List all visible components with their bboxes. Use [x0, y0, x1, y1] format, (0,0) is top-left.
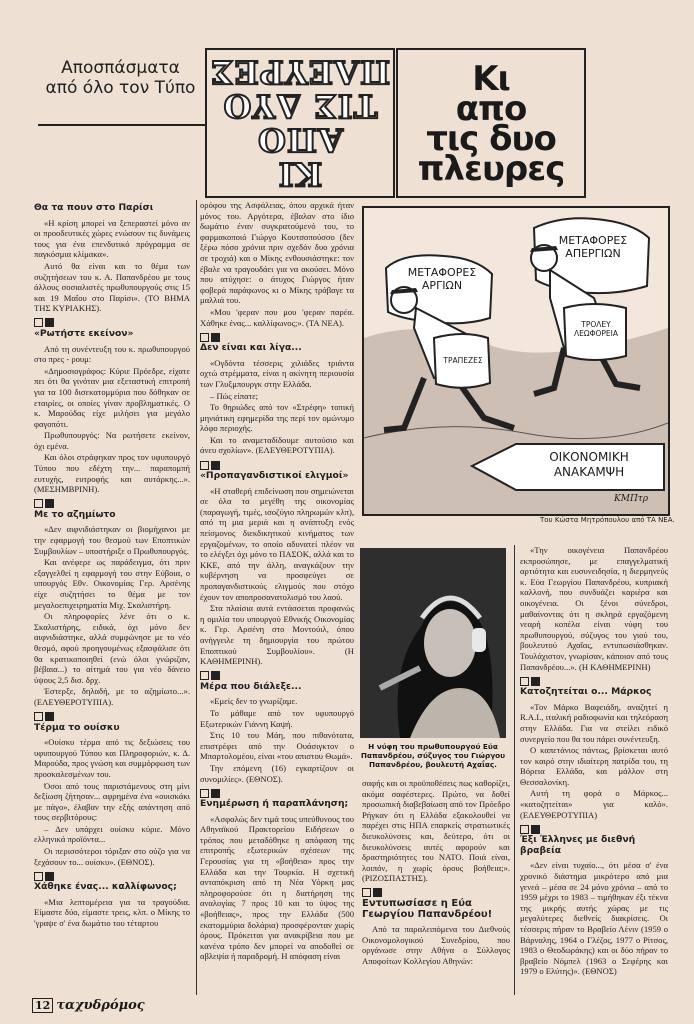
- column-3: [362, 778, 510, 1008]
- article-title: Κατοζητείται ο... Μάρκος: [520, 686, 652, 698]
- page-footer: [32, 998, 145, 1020]
- article-paragraph: – Δεν υπάρχει ουίσκυ κύριε. Μόνο ελληνικά προϊόντα...: [34, 823, 190, 845]
- inverted-line-2: ΑΠΟ: [257, 121, 343, 159]
- article-paragraph: Έστερξε, δηλαδή, με το αζημίωτο...». (ΕΛΕΥΘΕΡΟΤΥΠΙΑ).: [34, 686, 190, 707]
- article-paragraph: «Την οικογένεια Παπανδρέου εκπροσώπησε, με επαγγελματική αρτιότητα και ευσυνειδησία, η διερμηνεύς κ. Εύα Γεωργίου Παπανδρέου, κυπριακή καλλονή, που συνδυάζει καριέρα και οικογένεια. Οι ξένοι σύνεδροι, μαθαίνοντας ότι η σκληρά εργαζόμενη νεαρή κοπέλα είναι νύφη του πρωθυπουργού, σύζυγος του γιού του, βουλευτού Αχαΐας, εντυπωσιάσθηκαν. Τουλάχιστον, γνωρίσαν, κάποιον από τους Παπανδρέου...». (Η ΚΑΘΗΜΕΡΙΝΗ): [520, 545, 668, 672]
- cartoon-caption: Του Κώστα Μητρόπουλου από ΤΑ ΝΕΑ.: [540, 516, 675, 524]
- article-paragraph: «Δημοσιογράφος: Κύριε Πρόεδρε, είχατε πει ότι θα γινόταν μια εξεταστική επιτροπή για τα 100 δισεκατομμύρια που δόθηκαν σε εταιρίες, οι οποίες γίναν προβληματικές. Ο κ. Μαρούδας είχε μιλήσει για μεγάλο φαγοπότι.: [34, 365, 190, 429]
- article-paragraph: Αυτό θα είναι και το θέμα των συζητήσεων του κ. Α. Παπανδρέου με τους άλλους σοσιαλιστές πρωθυπουργούς στις 15 και 19 Μαΐου στο Παρίσι». (ΤΟ ΒΗΜΑ ΤΗΣ ΚΥΡΙΑΚΗΣ).: [34, 260, 190, 314]
- headline-line-2: απο: [455, 89, 527, 129]
- sign-argion: ΜΕΤΑΦΟΡΕΣ ΑΡΓΙΩΝ: [407, 266, 477, 292]
- column-1: [34, 200, 190, 990]
- inverted-line-1: ΚΙ: [277, 155, 323, 193]
- cartoonist-signature: ΚΜΠτρ: [614, 494, 649, 504]
- article-paragraph: Στα πλαίσια αυτά εντάσσεται προφανώς η ομιλία του υπουργού Εθνικής Οικονομίας κ. Γερ. Αρσένη στο Μοντούιλ, όπου ανήγγειλε τη δημιουργία του πρώτου Εποπτικού Συμβουλίου». (Η ΚΑΘΗΜΕΡΙΝΗ).: [200, 603, 354, 667]
- bag-troley: ΤΡΟΛΕΥ ΛΕΩΦΟΡΕΙΑ: [573, 320, 618, 338]
- article-paragraph: Από τη συνέντευξη του κ. πρωθυπουργού στο πρες - ρουμ:: [34, 343, 190, 365]
- headline-box-inverted: [205, 48, 395, 198]
- sign-apergion: ΜΕΤΑΦΟΡΕΣ ΑΠΕΡΓΙΩΝ: [558, 234, 628, 260]
- article-title: Έξι Έλληνες με διεθνή βραβεία: [520, 834, 636, 856]
- article-title: Με το αζημίωτο: [34, 508, 116, 520]
- article-paragraph: «Δεν αιφνιδιάστηκαν οι βιομήχανοι με την εφαρμογή του θεσμού των Εποπτικών Συμβουλίων – υποστήριξε ο Πρωθυπουργός.: [34, 524, 190, 556]
- section-title-line1: Αποσπάσματα: [61, 58, 180, 78]
- article-paragraph: Ο καπετάνιος πάντως, βρίσκεται αυτό τον καιρό στην ιδιαίτερη πατρίδα του, τη Βόρεια Ελλάδα, και μάλλον στη Θεσσαλονίκη.: [520, 745, 668, 787]
- article-paragraph: Πρωθυπουργός: Να ρωτήσετε εκείνον, όχι εμένα.: [34, 430, 190, 451]
- article-paragraph: «Εμείς δεν το γνωρίζαμε.: [210, 696, 298, 707]
- article-title: Τέρμα το ουίσκυ: [34, 721, 120, 733]
- article-paragraph: Στις 10 του Μάη, που πιθανότατα, επιστρέφει από την Ουάσιγκτον ο Μπαρτολομέου, είναι «του απιστου Θωμά».: [200, 730, 354, 762]
- article-paragraph: «Τον Μάρκο Βαφειάδη, αναζητεί η R.A.I., ιταλική ραδιοφωνία και τηλεόραση στην Ελλάδα. Για να στείλει ειδικό συνεργείο που θα του πάρει συνέντευξη.: [520, 701, 668, 744]
- article-paragraph: «Ουίσκυ τέρμα από τις δεξιώσεις του υφυπουργού Τύπου και Πληροφοριών, κ. Δ. Μαρούδα, προς γνώση και συμμόρφωση των προσκαλεσμένων του.: [34, 737, 190, 779]
- article-paragraph: «Ασφαλώς δεν τιμά τους υπεύθυνους του Αθηναϊκού Πρακτορείου Ειδήσεων ο τρόπος που μεταδόθηκε η απόφαση της επιτροπής εξωτερικών σχέσεων της Γερουσίας για τη «βοήθεια» προς την Ελλάδα και την Τουρκία. Η σχετική ανταπόκριση από τη Νέα Υόρκη μας πληροφορούσε ότι η διατήρηση της αναλογίας 7 προς 10 και το ύψος της «βοήθειας», προς την Ελλάδα (500 εκατομμύρια δολάρια) προσφέρονταν χωρίς όρους. Πρόκειται για ανακρίβεια που με κανένα τρόπο δεν μπορεί να αποδοθεί σε αβλεψία ή παραδρομή. Η απόφαση είναι: [200, 813, 354, 962]
- article-paragraph: «Η κρίση μπορεί να ξεπεραστεί μόνο αν οι προοδευτικές χώρες ενώσουν τις δυνάμεις τους για ένα επενδυτικό πρόγραμμα σε παγκόσμια κλίμακα».: [34, 217, 190, 260]
- article-paragraph: «Ογδόντα τέσσερις χιλιάδες τριάντα οχτώ στρέμματα, είναι η ακίνητη περιουσία των Γλυξμπουργκ στην Ελλάδα.: [200, 357, 354, 389]
- column-4: [520, 545, 668, 1005]
- article-paragraph: Το θηριώδες από τον «Στρέφη» τοπική μηνιάτικη εφημερίδα της περί τον ομώνυμο λόφο περιοχής.: [200, 402, 354, 434]
- portrait-photo: [360, 548, 506, 738]
- bag-trapezes: ΤΡΑΠΕΖΕΣ: [443, 356, 483, 365]
- article-paragraph: Από τα παραλειπόμενα του Διεθνούς Οικονομολογικού Συνεδρίου, που οργάνωσε στην Αθήνα ο Σύλλογος Αποφοίτων Κολλεγίου Αθηνών:: [362, 924, 510, 966]
- page-number: 12: [32, 998, 53, 1013]
- article-title: Ενημέρωση ή παραπλάνηση;: [200, 798, 349, 810]
- woman-with-headphones-image: [360, 548, 506, 738]
- cartoon-illustration: [362, 206, 670, 516]
- article-paragraph: Και ανέφερε ως παράδειγμα, ότι πριν εξαγγελθεί η εφαρμογή του στην Εύβοια, ο υπουργός Εθν. Οικονομίας Γερ. Αρσένης είχε συζητήσει το θέμα με τον μεγαλοεπιχειρηματία Μιχ. Σκαλιστήρη.: [34, 557, 190, 610]
- article-title: «Προπαγανδιστικοί ελιγμοί»: [200, 470, 349, 482]
- headline-line-3: τις δυο: [426, 119, 556, 159]
- article-title: Χάθηκε ένας... καλλίφωνος;: [34, 881, 177, 893]
- article-paragraph: Αυτή τη φορά ο Μάρκος... «κατοζητείται» για καλό». (ΕΛΕΥΘΕΡΟΤΥΠΙΑ): [520, 788, 668, 820]
- inverted-line-4: ΠΛΕΥΡΕΣ: [209, 53, 391, 91]
- article-paragraph: – Πώς είπατε;: [210, 390, 259, 401]
- article-title: Εντυπωσίασε η Εύα Γεωργίου Παπανδρέου!: [362, 897, 493, 920]
- article-paragraph: Και όλοι στράφηκαν προς τον υφυπουργό Τύπου που εδέχτη την... παραπομπή ευτυχής, ευτροφής και αυτάρκης...». (ΜΕΣΗΜΒΡΙΝΗ).: [34, 452, 190, 495]
- headline-box: [396, 48, 586, 198]
- section-title: [38, 58, 203, 120]
- inverted-line-3: ΤΙΣ ΔΥΟ: [222, 87, 378, 125]
- article-paragraph: «Μια λεπτομέρεια για τα τραγούδια. Είμαστε δύο, είμαστε τρεις, κλπ. ο Μίκης το 'γραψε σ' ένα δωμάτιο του τέταρτου: [34, 896, 190, 929]
- article-paragraph: Όσοι από τους παριστάμενους στη μίνι δεξίωση ζήτησαν... αφρημένα ένα «ουισκάκι με πάγο», έλαβαν την εξής απάντηση από τους σερβιτόρους:: [34, 780, 190, 823]
- photo-caption: Η νύφη του πρωθυπουργού Εύα Παπανδρέου, σύζυγος του Γιώργου Παπανδρέου, βουλευτή Αχαΐας.: [360, 742, 506, 769]
- article-paragraph: «Μου 'φεραν που μου 'φεραν παρέα. Χάθηκε ένας... καλλίφωνος;». (ΤΑ ΝΕΑ).: [200, 306, 354, 328]
- article-paragraph: σαφής και οι προϋποθέσεις πως καθορίζει, ακόμα σαφέστερες. Πρώτο, να δοθεί προσωπική διαβεβαίωση από τον Πρόεδρο Ρήγκαν ότι η Ελλάδα εξακολουθεί να παρέχει στις ΗΠΑ επαρκείς στρατιωτικές διευκολύνσεις και, δεύτερο, ότι οι διευκολύνσεις αυτές αφορούν και δραστηριότητες του ΝΑΤΟ. Ποιά είναι, λοιπόν, η χωρίς όρους βοήθεια;». (ΡΙΖΟΣΠΑΣΤΗΣ).: [362, 778, 510, 884]
- article-title: Θα τα πουν στο Παρίσι: [34, 202, 154, 213]
- article-paragraph: ορόφου της Ασφάλειας, όπου αρχικά ήταν μόνος του. Αργότερα, έβαλαν στο ίδιο δωμάτιο έναν συγκρατούμενό του, το φαρμακοποιό Γιώργο Κουτσοπούσσο (δεν ξέρω πόσο χρόνια πριν σχεδόν δυο χρόνια σε τροχιά) και ο Μίκης ενθουσιάστηκε: τον έβαλε να τραγουδάει για να ακούσει. Μόνο που ατύχησε: ο άτυχος Γιώργος ήταν φοβερά παράφωνος κι ο Μίκης τράβαγε τα μαλλιά του.: [200, 200, 354, 306]
- headline-line-4: πλευρες: [417, 149, 565, 189]
- article-title: Μέρα που διάλεξε...: [200, 680, 302, 692]
- arrow-text: ΟΙΚΟΝΟΜΙΚΗ ΑΝΑΚΑΜΨΗ: [549, 450, 629, 479]
- article-paragraph: Και το αναμεταδίδουμε αυτούσιο και άνευ σχολίων». (ΕΛΕΥΘΕΡΟΤΥΠΙΑ).: [200, 434, 354, 456]
- column-2: [200, 200, 354, 1015]
- article-paragraph: Οι περισσότεροι τόριξαν στο ούζο για να ξεχάσουν το... ουίσκυ». (ΕΘΝΟΣ).: [34, 846, 190, 867]
- article-paragraph: Την επόμενη (16) εγκαρτίζουν οι συνομιλίες». (ΕΘΝΟΣ).: [200, 762, 354, 784]
- article-paragraph: Οι πληροφορίες λένε ότι ο κ. Σκαλιστήρης, ειδικά, όχι μόνο δεν αιφνιδιάστηκε, αλλά συμφώνησε με το νέο θεσμό, αφού προηγουμένως εξασφάλισε ότι θα κρατικοποιηθεί (ενώ όλοι γνώριζαν, βέβαια...) το αίτημά του για νέο δάνειο ύψους 2,5 δισ. δρχ.: [34, 611, 190, 685]
- article-paragraph: Το μάθαμε από τον υφυπουργό Εξωτερικών Γιάννη Καψή.: [200, 707, 354, 729]
- magazine-name: ταχυδρόμος: [56, 998, 145, 1013]
- article-paragraph: «Δεν είναι τυχαίο..., ότι μέσα σ' ένα χρονικό διάστημα μικρότερο από μια γενεά – μέσα σε 24 μόνο χρόνια – από το 1959 μέχρι το 1983 – τιμήθηκαν έξι τέκνα της μικρής αυτής χώρας με τις μεγαλύτερες διεθνείς διακρίσεις. Οι τέσσερις πήραν το Βραβείο Λένιν (1959 ο Βάρναλης, 1964 ο Γλέζος, 1977 ο Ρίτσος, 1983 ο Θεοδωράκης) και οι δύο πήραν το βραβείο Νόμπελ (1963 ο Σεφέρης και 1979 ο Ελύτης)». (ΕΘΝΟΣ): [520, 860, 668, 977]
- article-title: «Ρωτήστε εκείνον»: [34, 327, 134, 339]
- article-paragraph: «Η σταθερή επιδείνωση που σημειώνεται σε όλα τα μεγέθη της οικονομίας (παραγωγή, τιμές, ισοζύγιο πληρωμών κλπ), από τη μια μεριά και η ανάπτυξη ενός πείσμονος διεκδικητικού κινήματος των εργαζομένων, το οποίο αδυνατεί πλέον να το ελέγξει όχι μόνο το ΠΑΣΟΚ, αλλά και το ΚΚΕ, από την άλλη, αναγκάζουν την κυβέρνηση να προσφεύγει σε προπαγανδιστικούς ελιγμούς που στόχο έχουν τον αποπροσανατολισμό του λαού.: [200, 485, 354, 602]
- section-title-line2: από όλο τον Τύπο: [45, 78, 196, 98]
- headline-line-1: Κι: [472, 59, 510, 99]
- article-title: Δεν είναι και λίγα...: [200, 342, 302, 354]
